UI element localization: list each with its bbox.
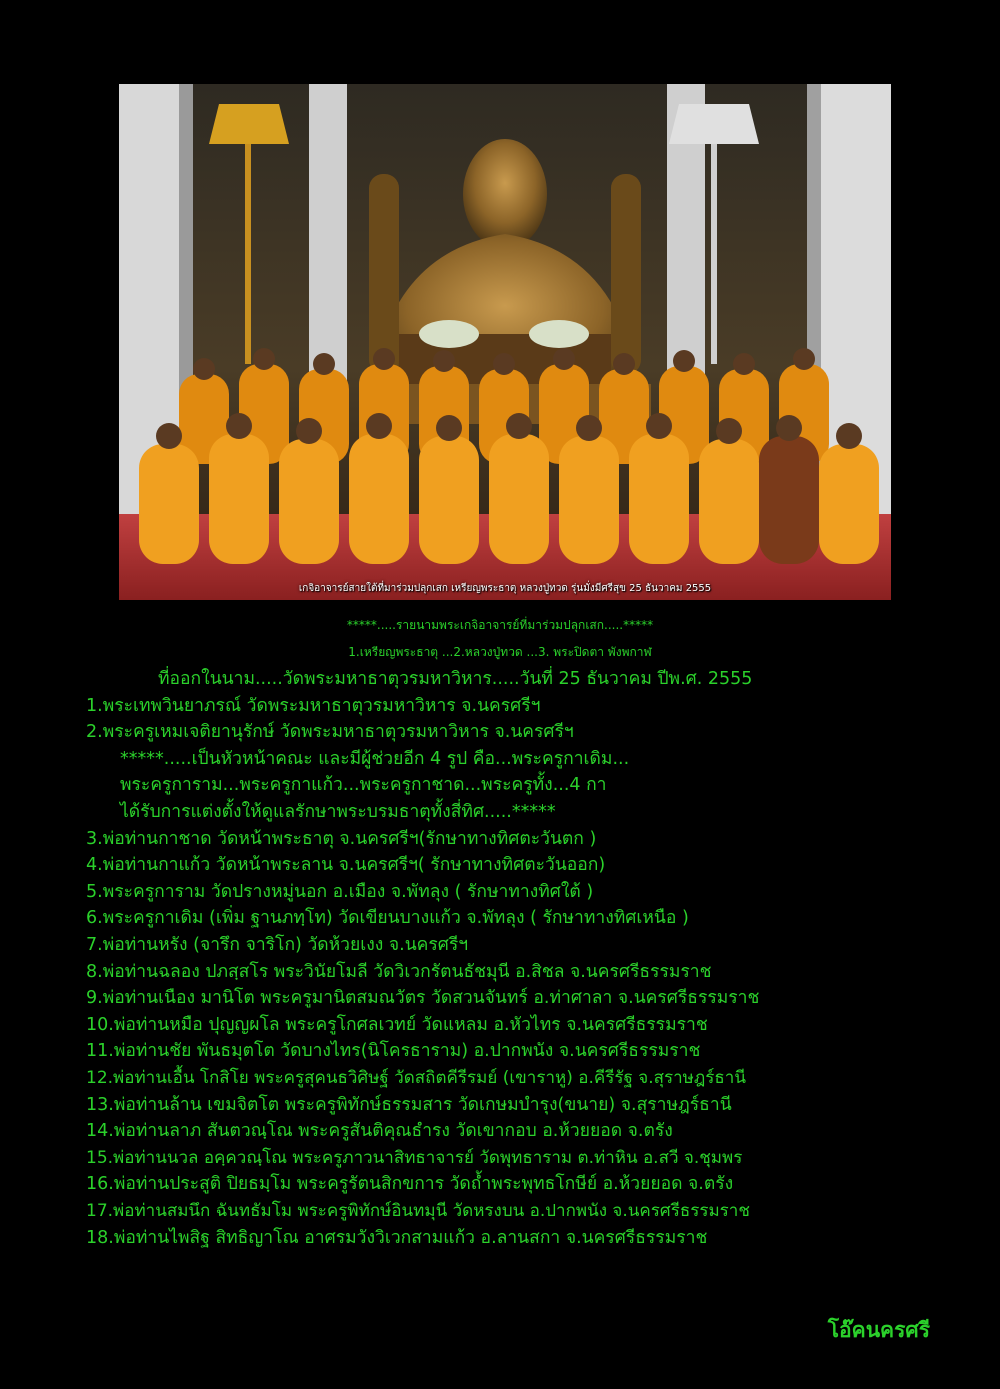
list-item: 11.พ่อท่านชัย พันธมุตโต วัดบางไทร(นิโครธาราม) อ.ปากพนัง จ.นครศรีธรรมราช [86,1041,701,1061]
list-item: 15.พ่อท่านนวล อคฺควณฺโณ พระครูภาวนาสิทธาจารย์ วัดพุทธาราม ต.ท่าหิน อ.สวี จ.ชุมพร [86,1148,743,1168]
list-item: 18.พ่อท่านไพสิฐ สิทธิญาโณ อาศรมวังวิเวกสามแก้ว อ.ลานสกา จ.นครศรีธรรมราช [86,1228,708,1248]
list-item: 2.พระครูเหมเจติยานุรักษ์ วัดพระมหาธาตุวรมหาวิหาร จ.นครศรีฯ [86,722,574,742]
group-photo [119,84,891,600]
list-item: 6.พระครูกาเดิม (เพิ่ม ฐานภทฺโท) วัดเขียนบางแก้ว จ.พัทลุง ( รักษาทางทิศเหนือ ) [86,908,689,928]
list-item: 4.พ่อท่านกาแก้ว วัดหน้าพระลาน จ.นครศรีฯ( รักษาทางทิศตะวันออก) [86,855,606,875]
list-item: 1.พระเทพวินยาภรณ์ วัดพระมหาธาตุวรมหาวิหาร จ.นครศรีฯ [86,696,541,716]
list-item: 9.พ่อท่านเนือง มานิโต พระครูมานิตสมณวัตร วัดสวนจันทร์ อ.ท่าศาลา จ.นครศรีธรรมราช [86,988,760,1008]
list-item: 3.พ่อท่านกาชาด วัดหน้าพระธาตุ จ.นครศรีฯ(รักษาทางทิศตะวันตก ) [86,829,597,849]
header-items: 1.เหรียญพระธาตุ ...2.หลวงปู่ทวด ...3. พระปิดตา พังพกาฬ [348,645,652,659]
list-item: 7.พ่อท่านหรัง (จารึก จาริโก) วัดห้วยเงง จ.นครศรีฯ [86,935,469,955]
author-signature: โอ๊คนครศรี [827,1318,930,1342]
list-item: 8.พ่อท่านฉลอง ปภสฺสโร พระวินัยโมลี วัดวิเวกรัตนธัชมุนี อ.สิชล จ.นครศรีธรรมราช [86,962,712,982]
list-note: *****.....เป็นหัวหน้าคณะ และมีผู้ช่วยอีก 4 รูป คือ...พระครูกาเดิม... [120,749,630,769]
list-item: 16.พ่อท่านประสูติ ปิยธมฺโม พระครูรัตนสิกขการ วัดถ้ำพระพุทธโกษีย์ อ.ห้วยยอด จ.ตรัง [86,1174,734,1194]
list-item: 12.พ่อท่านเอื้น โกสิโย พระครูสุคนธวิศิษฐ์ วัดสถิตคีรีรมย์ (เขาราหู) อ.คีรีรัฐ จ.สุราษฎร์ธานี [86,1068,746,1088]
list-note: พระครูการาม...พระครูกาแก้ว...พระครูกาชาด...พระครูทั้ง...4 กา [120,775,607,795]
header-issuer: ที่ออกในนาม.....วัดพระมหาธาตุวรมหาวิหาร.....วันที่ 25 ธันวาคม ปีพ.ศ. 2555 [158,669,753,689]
temple-scene-illustration [119,84,891,600]
photo-caption: เกจิอาจารย์สายใต้ที่มาร่วมปลุกเสก เหรียญพระธาตุ หลวงปู่ทวด รุ่นมั่งมีศรีสุข 25 ธันวาคม 2555 [298,583,712,594]
list-item: 17.พ่อท่านสมนึก ฉันทธัมโม พระครูพิทักษ์อินทมุนี วัดหรงบน อ.ปากพนัง จ.นครศรีธรรมราช [86,1201,750,1221]
list-note: ได้รับการแต่งตั้งให้ดูแลรักษาพระบรมธาตุทั้งสี่ทิศ.....***** [120,802,556,822]
list-item: 5.พระครูการาม วัดปรางหมู่นอก อ.เมือง จ.พัทลุง ( รักษาทางทิศใต้ ) [86,882,594,902]
header-title: *****.....รายนามพระเกจิอาจารย์ที่มาร่วมปลุกเสก.....***** [346,618,654,632]
list-item: 14.พ่อท่านลาภ สันตวณฺโณ พระครูสันติคุณธำรง วัดเขากอบ อ.ห้วยยอด จ.ตรัง [86,1121,673,1141]
list-item: 10.พ่อท่านหมือ ปุญญผโล พระครูโกศลเวทย์ วัดแหลม อ.หัวไทร จ.นครศรีธรรมราช [86,1015,708,1035]
list-item: 13.พ่อท่านล้าน เขมจิตโต พระครูพิทักษ์ธรรมสาร วัดเกษมบำรุง(ขนาย) จ.สุราษฎร์ธานี [86,1095,732,1115]
